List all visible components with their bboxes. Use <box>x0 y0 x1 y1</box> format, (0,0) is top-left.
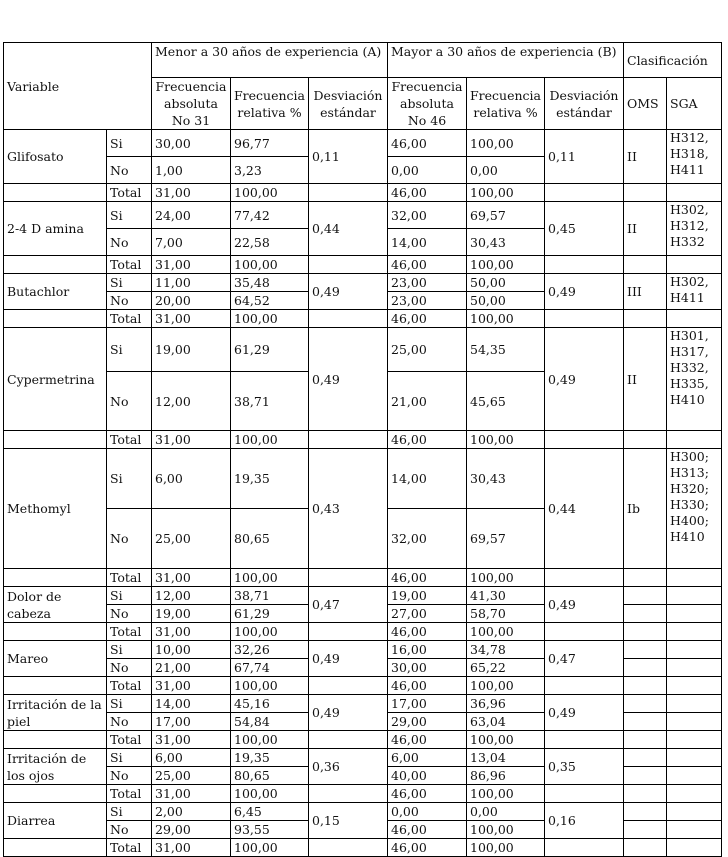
oms-class <box>624 803 667 821</box>
frec-abs-b: 46,00 <box>388 821 467 839</box>
sga-class <box>667 821 722 839</box>
frec-rel-a: 38,71 <box>231 372 309 431</box>
header-group-a: Menor a 30 años de experiencia (A) <box>152 43 388 78</box>
row-label: Total <box>107 184 152 202</box>
frec-rel-b: 100,00 <box>467 130 545 157</box>
frec-abs-b: 17,00 <box>388 695 467 713</box>
frec-rel-a: 6,45 <box>231 803 309 821</box>
header-desv-b: Desviación estándar <box>545 78 624 130</box>
frec-abs-a: 6,00 <box>152 749 231 767</box>
frec-rel-a: 38,71 <box>231 587 309 605</box>
sga-class: H302, H411 <box>667 274 722 310</box>
variable-name: Irritación de la piel <box>4 695 107 731</box>
frec-abs-b: 19,00 <box>388 587 467 605</box>
row-label: Si <box>107 695 152 713</box>
oms-class <box>624 659 667 677</box>
oms-class <box>624 623 667 641</box>
variable-name: 2-4 D amina <box>4 202 107 256</box>
variable-total-spacer <box>4 569 107 587</box>
frec-abs-b: 14,00 <box>388 229 467 256</box>
desv-a: 0,15 <box>309 803 388 839</box>
sga-class <box>667 431 722 449</box>
row-label: Total <box>107 623 152 641</box>
frec-rel-b: 100,00 <box>467 839 545 857</box>
sga-class <box>667 184 722 202</box>
sga-class <box>667 677 722 695</box>
row-label: No <box>107 605 152 623</box>
variable-total-spacer <box>4 785 107 803</box>
table-row <box>4 569 722 587</box>
oms-class <box>624 731 667 749</box>
desv-a-spacer <box>309 569 388 587</box>
sga-class <box>667 569 722 587</box>
oms-class <box>624 839 667 857</box>
sga-class: H302, H312, H332 <box>667 202 722 256</box>
frec-rel-a: 93,55 <box>231 821 309 839</box>
row-label: Si <box>107 641 152 659</box>
table-row <box>4 256 722 274</box>
frec-rel-b: 36,96 <box>467 695 545 713</box>
oms-class: Ib <box>624 449 667 569</box>
frec-abs-b: 25,00 <box>388 328 467 372</box>
row-label: No <box>107 509 152 569</box>
oms-class <box>624 767 667 785</box>
sga-class <box>667 749 722 767</box>
row-label: Total <box>107 731 152 749</box>
frec-abs-b: 32,00 <box>388 202 467 229</box>
desv-a-spacer <box>309 731 388 749</box>
frec-rel-b: 100,00 <box>467 821 545 839</box>
variable-total-spacer <box>4 623 107 641</box>
desv-a: 0,11 <box>309 130 388 184</box>
table-row <box>4 785 722 803</box>
desv-b: 0,49 <box>545 328 624 431</box>
desv-b: 0,16 <box>545 803 624 839</box>
desv-a: 0,49 <box>309 328 388 431</box>
header-sga: SGA <box>667 78 722 130</box>
frec-rel-b: 100,00 <box>467 431 545 449</box>
desv-b: 0,49 <box>545 695 624 731</box>
desv-a-spacer <box>309 785 388 803</box>
frec-abs-a: 25,00 <box>152 509 231 569</box>
row-label: Si <box>107 587 152 605</box>
frec-abs-b: 0,00 <box>388 157 467 184</box>
frec-rel-a: 77,42 <box>231 202 309 229</box>
desv-b-spacer <box>545 431 624 449</box>
frec-rel-b: 50,00 <box>467 292 545 310</box>
frec-abs-a: 12,00 <box>152 587 231 605</box>
row-label: No <box>107 713 152 731</box>
frec-rel-b: 45,65 <box>467 372 545 431</box>
variable-total-spacer <box>4 839 107 857</box>
table-row <box>4 202 722 229</box>
variable-total-spacer <box>4 184 107 202</box>
frec-abs-a: 31,00 <box>152 623 231 641</box>
frec-rel-b: 65,22 <box>467 659 545 677</box>
sga-class <box>667 659 722 677</box>
frec-abs-a: 31,00 <box>152 785 231 803</box>
desv-a-spacer <box>309 677 388 695</box>
frec-rel-a: 19,35 <box>231 449 309 509</box>
row-label: Total <box>107 256 152 274</box>
frec-abs-b: 23,00 <box>388 292 467 310</box>
frec-abs-a: 14,00 <box>152 695 231 713</box>
oms-class <box>624 821 667 839</box>
header-frec-abs-b: Frecuencia absoluta No 46 <box>388 78 467 130</box>
frec-rel-b: 100,00 <box>467 310 545 328</box>
frec-rel-a: 100,00 <box>231 677 309 695</box>
sga-class <box>667 605 722 623</box>
variable-name: Cypermetrina <box>4 328 107 431</box>
variable-total-spacer <box>4 677 107 695</box>
frec-rel-a: 61,29 <box>231 328 309 372</box>
frec-rel-b: 0,00 <box>467 803 545 821</box>
frec-rel-b: 69,57 <box>467 202 545 229</box>
frec-abs-b: 30,00 <box>388 659 467 677</box>
desv-b-spacer <box>545 310 624 328</box>
frec-rel-a: 100,00 <box>231 785 309 803</box>
sga-class: H301, H317, H332, H335, H410 <box>667 328 722 431</box>
frec-abs-a: 31,00 <box>152 184 231 202</box>
oms-class <box>624 749 667 767</box>
frec-rel-b: 100,00 <box>467 256 545 274</box>
frec-rel-a: 96,77 <box>231 130 309 157</box>
frec-abs-a: 10,00 <box>152 641 231 659</box>
desv-b-spacer <box>545 184 624 202</box>
desv-b: 0,11 <box>545 130 624 184</box>
header-oms: OMS <box>624 78 667 130</box>
frec-rel-b: 100,00 <box>467 677 545 695</box>
desv-a: 0,44 <box>309 202 388 256</box>
desv-b-spacer <box>545 731 624 749</box>
header-frec-rel-b: Frecuencia relativa % <box>467 78 545 130</box>
desv-a: 0,47 <box>309 587 388 623</box>
frec-rel-b: 58,70 <box>467 605 545 623</box>
frec-abs-b: 46,00 <box>388 184 467 202</box>
variable-total-spacer <box>4 431 107 449</box>
table-row <box>4 749 722 767</box>
header-frec-abs-a: Frecuencia absoluta No 31 <box>152 78 231 130</box>
row-label: No <box>107 229 152 256</box>
desv-b: 0,49 <box>545 274 624 310</box>
variable-name: Irritación de los ojos <box>4 749 107 785</box>
frec-abs-b: 6,00 <box>388 749 467 767</box>
frec-rel-b: 41,30 <box>467 587 545 605</box>
frec-rel-b: 69,57 <box>467 509 545 569</box>
frec-abs-a: 31,00 <box>152 431 231 449</box>
oms-class <box>624 431 667 449</box>
row-label: Total <box>107 785 152 803</box>
row-label: No <box>107 821 152 839</box>
frec-rel-a: 100,00 <box>231 310 309 328</box>
oms-class <box>624 641 667 659</box>
oms-class <box>624 785 667 803</box>
frec-abs-a: 19,00 <box>152 605 231 623</box>
variable-name: Methomyl <box>4 449 107 569</box>
frec-rel-a: 100,00 <box>231 839 309 857</box>
desv-a-spacer <box>309 431 388 449</box>
oms-class <box>624 713 667 731</box>
frec-rel-a: 54,84 <box>231 713 309 731</box>
table-row <box>4 449 722 509</box>
frec-abs-b: 40,00 <box>388 767 467 785</box>
variable-total-spacer <box>4 256 107 274</box>
frec-rel-a: 100,00 <box>231 256 309 274</box>
frec-abs-a: 25,00 <box>152 767 231 785</box>
row-label: No <box>107 767 152 785</box>
frec-abs-b: 14,00 <box>388 449 467 509</box>
desv-a-spacer <box>309 623 388 641</box>
variable-name: Dolor de cabeza <box>4 587 107 623</box>
row-label: Total <box>107 569 152 587</box>
table-row <box>4 274 722 292</box>
frec-rel-b: 0,00 <box>467 157 545 184</box>
oms-class: III <box>624 274 667 310</box>
frec-abs-b: 46,00 <box>388 731 467 749</box>
row-label: Si <box>107 749 152 767</box>
row-label: No <box>107 372 152 431</box>
table-row <box>4 803 722 821</box>
frec-abs-a: 31,00 <box>152 677 231 695</box>
table-row <box>4 431 722 449</box>
sga-class <box>667 713 722 731</box>
sga-class <box>667 695 722 713</box>
frec-rel-a: 100,00 <box>231 184 309 202</box>
frec-rel-b: 34,78 <box>467 641 545 659</box>
frec-abs-b: 27,00 <box>388 605 467 623</box>
sga-class <box>667 587 722 605</box>
table-row <box>4 641 722 659</box>
row-label: No <box>107 659 152 677</box>
sga-class <box>667 256 722 274</box>
sga-class <box>667 785 722 803</box>
sga-class: H300; H313; H320; H330; H400; H410 <box>667 449 722 569</box>
frec-rel-b: 54,35 <box>467 328 545 372</box>
table-row <box>4 130 722 157</box>
desv-a: 0,49 <box>309 641 388 677</box>
frec-abs-b: 46,00 <box>388 256 467 274</box>
row-label: Total <box>107 839 152 857</box>
table-row <box>4 677 722 695</box>
frec-rel-a: 19,35 <box>231 749 309 767</box>
frec-abs-a: 29,00 <box>152 821 231 839</box>
sga-class: H312, H318, H411 <box>667 130 722 184</box>
table-row <box>4 587 722 605</box>
frec-rel-b: 100,00 <box>467 731 545 749</box>
oms-class <box>624 677 667 695</box>
frec-abs-a: 30,00 <box>152 130 231 157</box>
desv-b-spacer <box>545 569 624 587</box>
frec-rel-a: 100,00 <box>231 569 309 587</box>
frec-abs-a: 31,00 <box>152 839 231 857</box>
sga-class <box>667 731 722 749</box>
frec-rel-b: 100,00 <box>467 623 545 641</box>
variable-name: Diarrea <box>4 803 107 839</box>
oms-class: II <box>624 328 667 431</box>
frec-rel-b: 13,04 <box>467 749 545 767</box>
oms-class <box>624 605 667 623</box>
frec-rel-b: 100,00 <box>467 184 545 202</box>
oms-class <box>624 184 667 202</box>
frec-rel-a: 67,74 <box>231 659 309 677</box>
row-label: Si <box>107 328 152 372</box>
frec-abs-a: 31,00 <box>152 731 231 749</box>
desv-a-spacer <box>309 184 388 202</box>
desv-a: 0,49 <box>309 695 388 731</box>
frec-abs-a: 11,00 <box>152 274 231 292</box>
variable-name: Butachlor <box>4 274 107 310</box>
frec-abs-b: 29,00 <box>388 713 467 731</box>
desv-b: 0,35 <box>545 749 624 785</box>
frec-abs-b: 16,00 <box>388 641 467 659</box>
frec-rel-a: 80,65 <box>231 509 309 569</box>
desv-a: 0,49 <box>309 274 388 310</box>
frec-abs-b: 46,00 <box>388 130 467 157</box>
variable-total-spacer <box>4 310 107 328</box>
table-row <box>4 310 722 328</box>
frec-rel-a: 80,65 <box>231 767 309 785</box>
frec-rel-b: 100,00 <box>467 785 545 803</box>
row-label: Si <box>107 449 152 509</box>
sga-class <box>667 803 722 821</box>
desv-b: 0,47 <box>545 641 624 677</box>
desv-b: 0,49 <box>545 587 624 623</box>
row-label: Si <box>107 803 152 821</box>
oms-class <box>624 256 667 274</box>
sga-class <box>667 767 722 785</box>
frec-abs-a: 12,00 <box>152 372 231 431</box>
desv-a: 0,43 <box>309 449 388 569</box>
data-table <box>3 42 722 857</box>
frec-abs-a: 24,00 <box>152 202 231 229</box>
frec-rel-a: 100,00 <box>231 623 309 641</box>
frec-abs-a: 17,00 <box>152 713 231 731</box>
sga-class <box>667 310 722 328</box>
row-label: No <box>107 292 152 310</box>
row-label: Si <box>107 202 152 229</box>
frec-abs-b: 46,00 <box>388 623 467 641</box>
frec-abs-b: 23,00 <box>388 274 467 292</box>
oms-class <box>624 310 667 328</box>
frec-abs-b: 32,00 <box>388 509 467 569</box>
frec-rel-a: 35,48 <box>231 274 309 292</box>
frec-abs-a: 6,00 <box>152 449 231 509</box>
frec-abs-b: 46,00 <box>388 839 467 857</box>
desv-b-spacer <box>545 785 624 803</box>
frec-abs-a: 21,00 <box>152 659 231 677</box>
frec-abs-b: 21,00 <box>388 372 467 431</box>
row-label: Si <box>107 130 152 157</box>
variable-name: Mareo <box>4 641 107 677</box>
frec-rel-b: 63,04 <box>467 713 545 731</box>
frec-abs-a: 19,00 <box>152 328 231 372</box>
frec-abs-a: 20,00 <box>152 292 231 310</box>
frec-abs-a: 31,00 <box>152 310 231 328</box>
frec-rel-a: 64,52 <box>231 292 309 310</box>
frec-abs-a: 1,00 <box>152 157 231 184</box>
frec-rel-b: 30,43 <box>467 449 545 509</box>
header-clasificacion: Clasificación <box>624 43 722 78</box>
row-label: No <box>107 157 152 184</box>
frec-rel-a: 61,29 <box>231 605 309 623</box>
frec-abs-b: 46,00 <box>388 431 467 449</box>
table-row <box>4 328 722 372</box>
frec-rel-a: 32,26 <box>231 641 309 659</box>
variable-name: Glifosato <box>4 130 107 184</box>
oms-class: II <box>624 202 667 256</box>
frec-abs-a: 31,00 <box>152 569 231 587</box>
frec-abs-a: 7,00 <box>152 229 231 256</box>
desv-a-spacer <box>309 839 388 857</box>
frec-abs-b: 0,00 <box>388 803 467 821</box>
frec-abs-b: 46,00 <box>388 677 467 695</box>
sga-class <box>667 839 722 857</box>
table-row <box>4 184 722 202</box>
desv-a: 0,36 <box>309 749 388 785</box>
sga-class <box>667 641 722 659</box>
frec-rel-a: 100,00 <box>231 731 309 749</box>
frec-rel-a: 45,16 <box>231 695 309 713</box>
sga-class <box>667 623 722 641</box>
table-row <box>4 731 722 749</box>
frec-rel-b: 50,00 <box>467 274 545 292</box>
row-label: Total <box>107 310 152 328</box>
oms-class: II <box>624 130 667 184</box>
desv-b-spacer <box>545 256 624 274</box>
desv-b-spacer <box>545 677 624 695</box>
frec-abs-a: 31,00 <box>152 256 231 274</box>
variable-total-spacer <box>4 731 107 749</box>
header-group-b: Mayor a 30 años de experiencia (B) <box>388 43 624 78</box>
frec-rel-a: 100,00 <box>231 431 309 449</box>
frec-rel-a: 22,58 <box>231 229 309 256</box>
oms-class <box>624 587 667 605</box>
desv-b-spacer <box>545 623 624 641</box>
header-frec-rel-a: Frecuencia relativa % <box>231 78 309 130</box>
row-label: Si <box>107 274 152 292</box>
oms-class <box>624 695 667 713</box>
frec-rel-b: 30,43 <box>467 229 545 256</box>
frec-abs-b: 46,00 <box>388 310 467 328</box>
row-label: Total <box>107 431 152 449</box>
frec-rel-b: 86,96 <box>467 767 545 785</box>
desv-b-spacer <box>545 839 624 857</box>
table-row <box>4 623 722 641</box>
desv-a-spacer <box>309 310 388 328</box>
desv-a-spacer <box>309 256 388 274</box>
frec-abs-b: 46,00 <box>388 785 467 803</box>
oms-class <box>624 569 667 587</box>
frec-rel-b: 100,00 <box>467 569 545 587</box>
table-row <box>4 839 722 857</box>
frec-abs-a: 2,00 <box>152 803 231 821</box>
desv-b: 0,44 <box>545 449 624 569</box>
frec-rel-a: 3,23 <box>231 157 309 184</box>
header-variable: Variable <box>4 43 152 130</box>
table-row <box>4 695 722 713</box>
row-label: Total <box>107 677 152 695</box>
desv-b: 0,45 <box>545 202 624 256</box>
header-desv-a: Desviación estándar <box>309 78 388 130</box>
frec-abs-b: 46,00 <box>388 569 467 587</box>
